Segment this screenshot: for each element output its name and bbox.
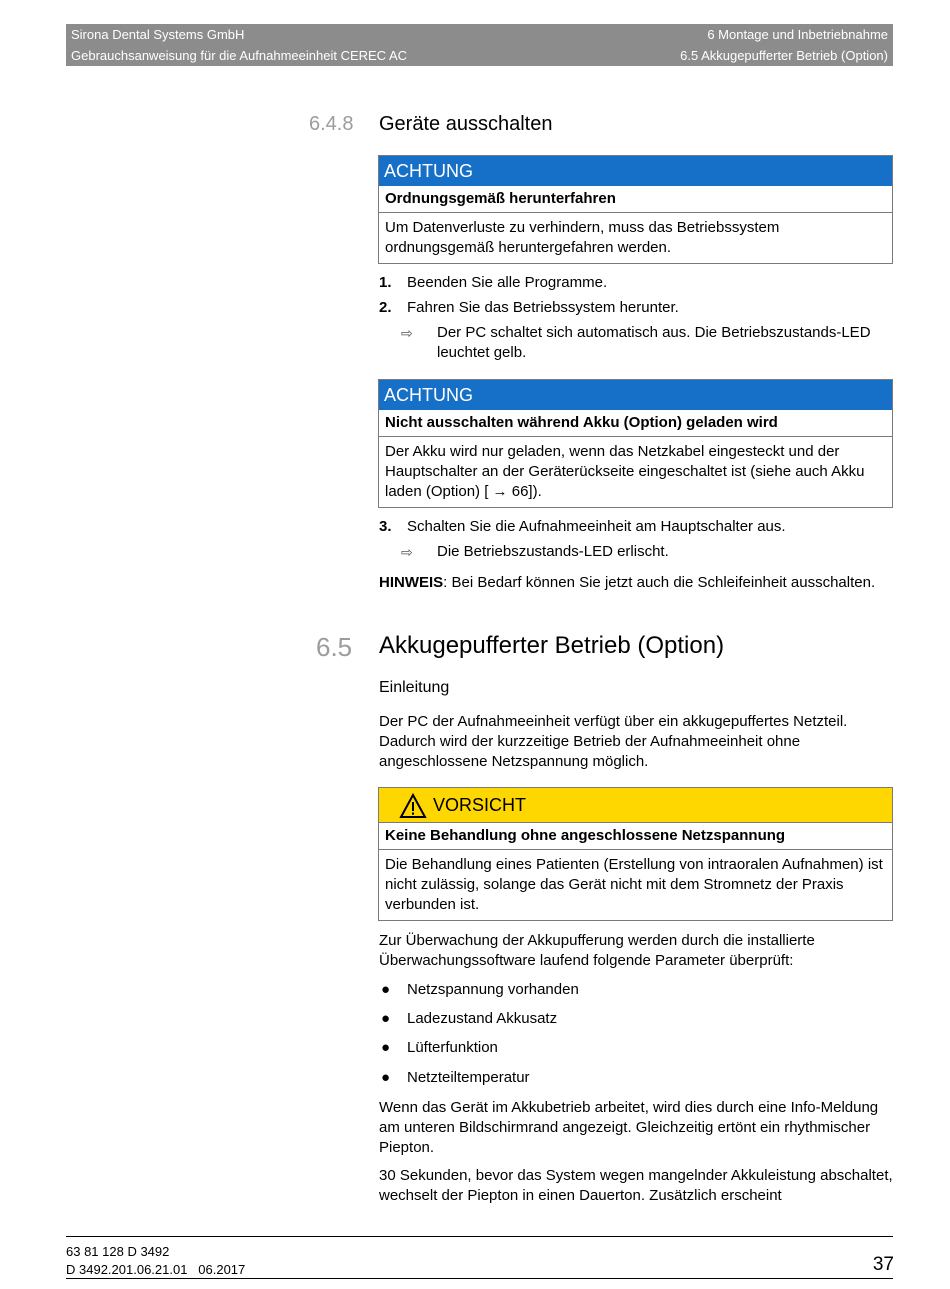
section-title-65: Akkugepufferter Betrieb (Option) <box>379 632 725 659</box>
result-arrow-icon: ⇨ <box>401 325 413 341</box>
page-number: 37 <box>872 1254 894 1275</box>
header-chapter: 6 Montage und Inbetriebnahme <box>707 27 888 42</box>
result-text: Der PC schaltet sich automatisch aus. Die Betriebszustands-LED leuchtet gelb. <box>437 324 871 361</box>
list-item <box>379 1068 530 1088</box>
notice-achtung-2 <box>378 379 893 508</box>
list-item-text: Netzspannung vorhanden <box>407 981 579 998</box>
list-item-text: Lüfterfunktion <box>407 1039 498 1056</box>
intro-text: Der PC der Aufnahmeeinheit verfügt über ein akkugepuffertes Netzteil. Dadurch wird der kurzzeitige Betrieb der Aufnahmeeinheit ohne angeschlossene Netzspannung möglich. <box>379 713 848 770</box>
notice-label: ACHTUNG <box>379 380 892 410</box>
section-number-65: 6.5 <box>316 632 353 662</box>
hint-paragraph <box>379 573 894 593</box>
bullet-icon: ● <box>381 1010 391 1027</box>
step-2 <box>379 298 679 318</box>
notice-text: Um Datenverluste zu verhindern, muss das Betriebssystem ordnungsgemäß heruntergefahren werden. <box>385 219 780 256</box>
step-text: Fahren Sie das Betriebssystem herunter. <box>407 299 679 316</box>
step-number: 3. <box>379 518 392 535</box>
monitor-text: Zur Überwachung der Akkupufferung werden durch die installierte Überwachungssoftware laufend folgende Parameter überprüft: <box>379 932 815 969</box>
list-item-text: Netzteiltemperatur <box>407 1069 530 1086</box>
bullet-icon: ● <box>381 1039 391 1056</box>
page-header <box>66 24 893 66</box>
result-3 <box>401 542 879 562</box>
step-number: 2. <box>379 299 392 316</box>
hint-text: : Bei Bedarf können Sie jetzt auch die Schleifeinheit ausschalten. <box>443 574 876 591</box>
header-manual: Gebrauchsanweisung für die Aufnahmeeinheit CEREC AC <box>71 48 408 63</box>
hint-label: HINWEIS <box>379 574 444 591</box>
notice-vorsicht <box>378 787 893 921</box>
notice-label: ACHTUNG <box>379 156 892 186</box>
step-text: Beenden Sie alle Programme. <box>407 274 608 291</box>
notice-text: Die Behandlung eines Patienten (Erstellung von intraoralen Aufnahmen) ist nicht zulässig, solange das Gerät nicht mit dem Stromnetz der Praxis verbunden ist. <box>385 856 883 913</box>
result-arrow-icon: ⇨ <box>401 544 413 560</box>
notice-achtung-1 <box>378 155 893 264</box>
notice-subtitle: Keine Behandlung ohne angeschlossene Netzspannung <box>379 822 892 850</box>
list-item-text: Ladezustand Akkusatz <box>407 1010 558 1027</box>
step-text: Schalten Sie die Aufnahmeeinheit am Hauptschalter aus. <box>407 518 786 535</box>
bullet-icon: ● <box>381 981 391 998</box>
section-number-648: 6.4.8 <box>309 113 354 135</box>
step-number: 1. <box>379 274 392 291</box>
notice-subtitle: Nicht ausschalten während Akku (Option) geladen wird <box>379 410 892 437</box>
notice-subtitle: Ordnungsgemäß herunterfahren <box>379 186 892 213</box>
step-1 <box>379 273 607 293</box>
battery-text: Wenn das Gerät im Akkubetrieb arbeitet, wird dies durch eine Info-Meldung am unteren Bildschirmrand angezeigt. Gleichzeitig ertönt ein rhythmischer Piepton. <box>379 1099 879 1156</box>
result-text: Die Betriebszustands-LED erlischt. <box>437 543 669 560</box>
notice-label: VORSICHT <box>433 795 527 815</box>
shutdown-text: 30 Sekunden, bevor das System wegen mangelnder Akkuleistung abschaltet, wechselt der Piepton in einen Dauerton. Zusätzlich erscheint <box>379 1167 893 1204</box>
header-section: 6.5 Akkugepufferter Betrieb (Option) <box>680 48 888 63</box>
notice-header <box>379 788 892 822</box>
list-item <box>379 1009 557 1029</box>
footer-doc-ref: D 3492.201.06.21.01 06.2017 <box>66 1262 246 1277</box>
intro-heading: Einleitung <box>379 679 450 696</box>
list-item <box>379 980 579 1000</box>
step-3 <box>379 517 786 537</box>
footer-doc-number: 63 81 128 D 3492 <box>66 1244 170 1259</box>
footer-rule-bottom <box>66 1278 893 1279</box>
section-title-648: Geräte ausschalten <box>379 113 553 135</box>
footer-rule-top <box>66 1236 893 1237</box>
notice-text: Der Akku wird nur geladen, wenn das Netzkabel eingesteckt und der Hauptschalter an der Geräterückseite eingeschaltet ist (siehe auch Akku laden (Option) [ → 66]). <box>385 443 865 500</box>
result-2 <box>401 323 879 363</box>
header-company: Sirona Dental Systems GmbH <box>71 27 245 42</box>
warning-triangle-icon <box>399 793 427 819</box>
list-item <box>379 1038 498 1058</box>
bullet-icon: ● <box>381 1069 391 1086</box>
